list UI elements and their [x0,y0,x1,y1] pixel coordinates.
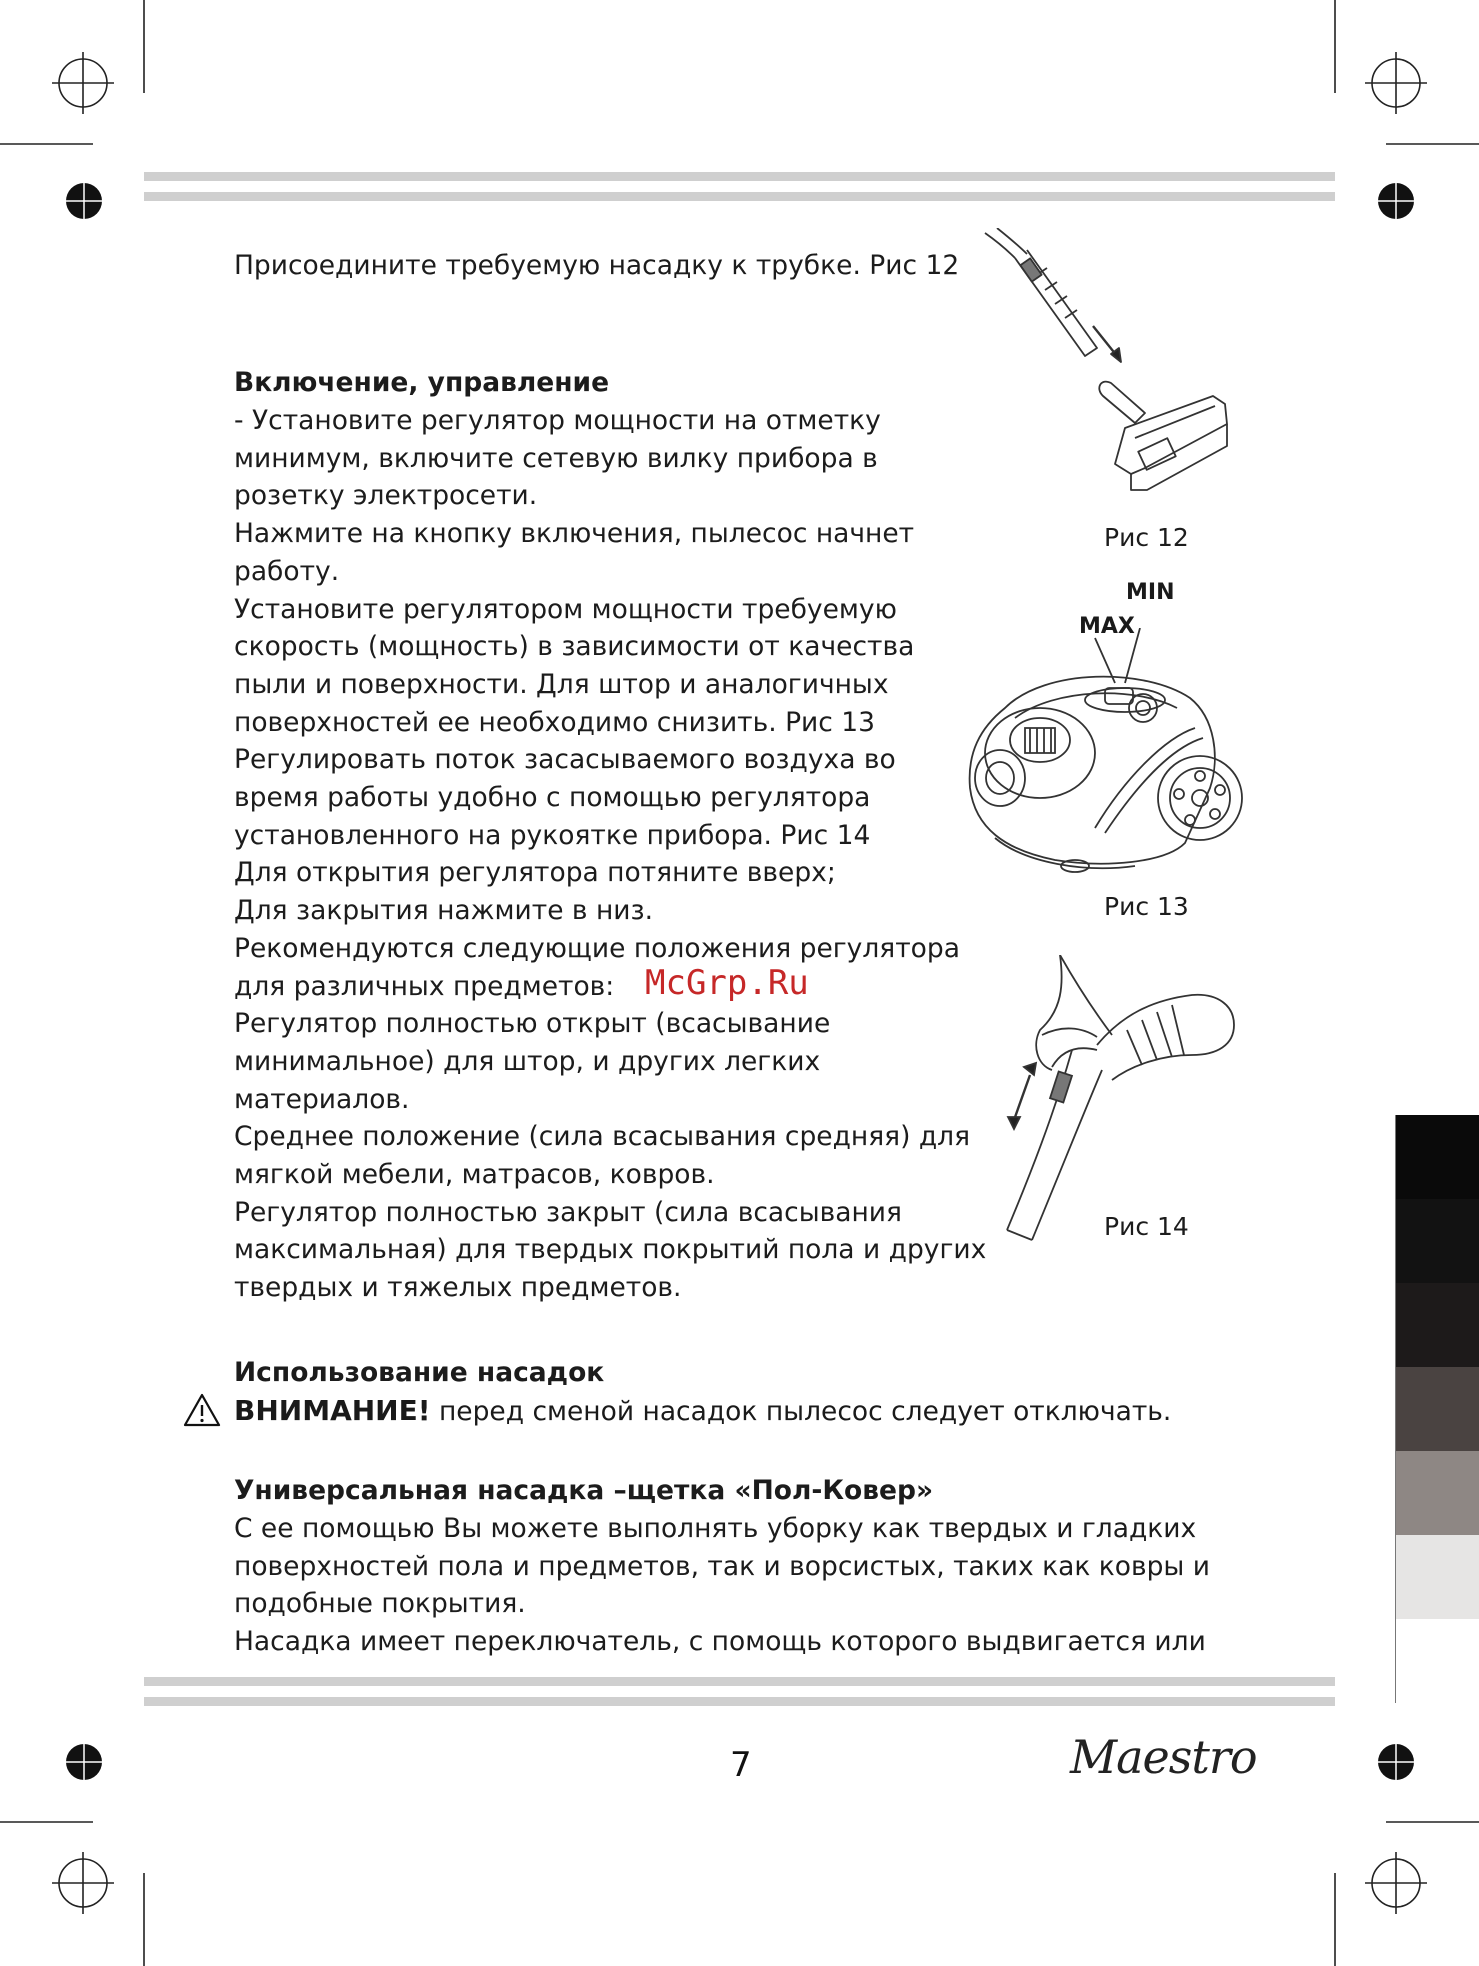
text-line: для различных предметов: [234,970,615,1002]
text-line: поверхностей ее необходимо снизить. Рис 13 [234,706,875,738]
text-line: Рекомендуются следующие положения регулятора [234,932,960,964]
text-line: время работы удобно с помощью регулятора [234,782,871,814]
color-swatch [1395,1367,1479,1451]
warning-text: перед сменой насадок пылесос следует отключать. [430,1396,1172,1427]
text-line: Для открытия регулятора потяните вверх; [234,857,836,889]
text-line: Среднее положение (сила всасывания средняя) для [234,1121,971,1153]
watermark: McGrp.Ru [645,963,809,1003]
color-swatch [1395,1283,1479,1367]
section-nozzles-heading: Использование насадок [234,1357,605,1388]
swatch-border [1395,1115,1396,1703]
text-line: Нажмите на кнопку включения, пылесос начнет [234,518,915,550]
figure-13-illustration [965,628,1245,878]
color-swatch [1395,1535,1479,1619]
header-rule-bottom [144,192,1335,201]
text-line: - Установите регулятор мощности на отметку [234,405,881,436]
text-line: Для закрытия нажмите в низ. [234,895,654,927]
figure-12-caption: Рис 12 [1104,523,1189,552]
text-line: материалов. [234,1083,410,1115]
section-power-heading: Включение, управление [234,367,610,398]
figure-13-label-max: MAX [1079,614,1135,639]
text-line: подобные покрытия. [234,1588,526,1620]
footer-rule-top [144,1677,1335,1686]
brand-logo: Maestro [1070,1730,1257,1784]
section-brush-heading: Универсальная насадка –щетка «Пол-Ковер» [234,1475,934,1506]
warning-triangle-icon [183,1393,221,1427]
text-line: работу. [234,555,340,587]
figure-14-caption: Рис 14 [1104,1212,1189,1241]
page-number: 7 [730,1745,752,1785]
text-line: Регулировать поток засасываемого воздуха во [234,744,896,776]
text-line: максимальная) для твердых покрытий пола и других [234,1234,987,1266]
color-swatch [1395,1619,1479,1703]
text-line: Регулятор полностью открыт (всасывание [234,1008,831,1040]
color-swatch [1395,1199,1479,1283]
section-power-body [234,402,994,1307]
warning-line [234,1392,1171,1430]
header-rule-top [144,172,1335,181]
text-line: скорость (мощность) в зависимости от качества [234,631,915,663]
text-line: Насадка имеет переключатель, с помощь которого выдвигается или [234,1626,1206,1658]
section-brush-body [234,1510,1234,1661]
figure-12-illustration [975,228,1235,503]
text-line: твердых и тяжелых предметов. [234,1272,682,1304]
figure-13-caption: Рис 13 [1104,892,1189,921]
text-line: Установите регулятором мощности требуемую [234,593,897,625]
figure-14-illustration [1002,955,1242,1245]
text-line: Регулятор полностью закрыт (сила всасывания [234,1196,902,1228]
text-line: минимум, включите сетевую вилку прибора в [234,442,878,474]
text-line: мягкой мебели, матрасов, ковров. [234,1159,715,1191]
color-swatch [1395,1451,1479,1535]
color-swatch [1395,1115,1479,1199]
text-line: пыли и поверхности. Для штор и аналогичных [234,668,889,700]
text-line: минимальное) для штор, и других легких [234,1045,821,1077]
warning-label: ВНИМАНИЕ! [234,1394,431,1427]
footer-rule-bottom [144,1697,1335,1706]
text-line: С ее помощью Вы можете выполнять уборку как твердых и гладких [234,1513,1197,1544]
text-line: установленного на рукоятке прибора. Рис 14 [234,819,871,851]
intro-text: Присоедините требуемую насадку к трубке. Рис 12 [234,250,960,281]
figure-13-label-min: MIN [1126,580,1175,605]
text-line: розетку электросети. [234,480,538,512]
text-line: поверхностей пола и предметов, так и ворсистых, таких как ковры и [234,1550,1210,1582]
